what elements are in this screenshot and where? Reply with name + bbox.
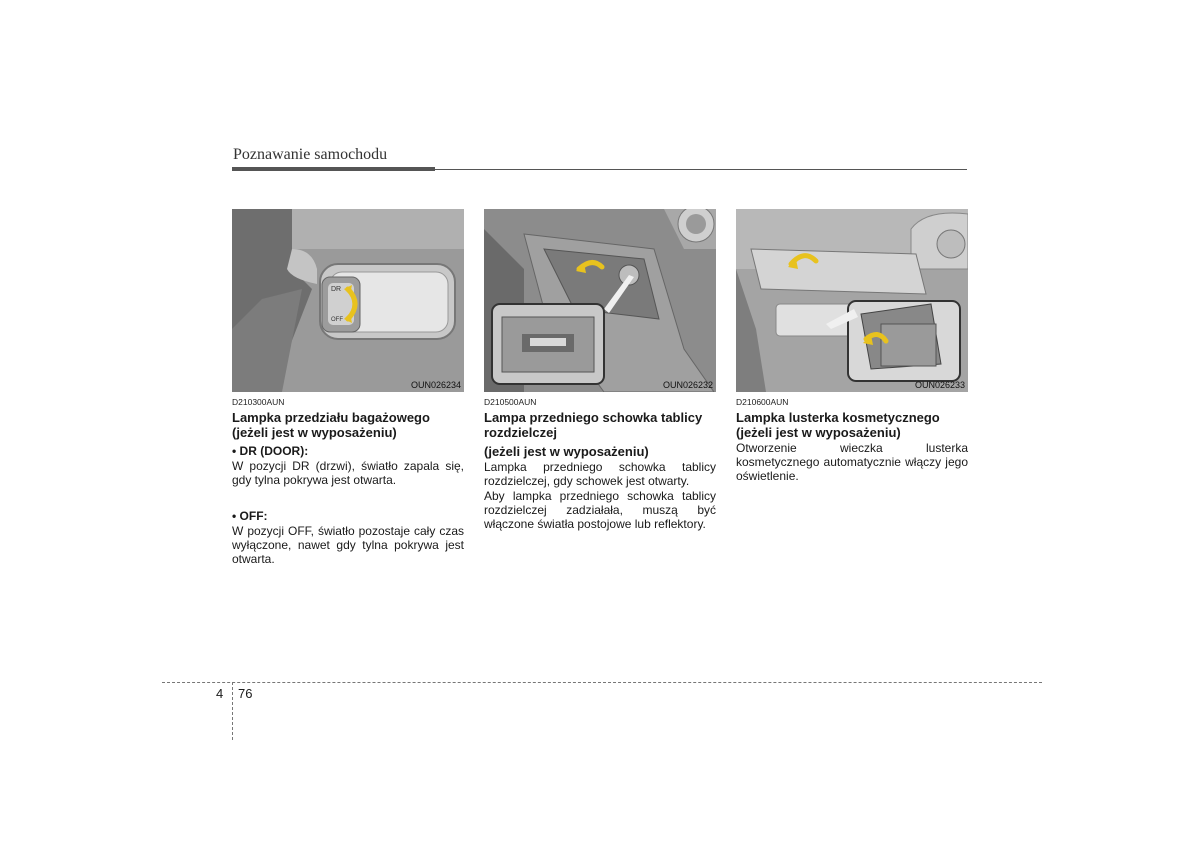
figure-vanity-mirror-lamp (736, 209, 968, 392)
bullet-label-off: • OFF: (232, 509, 268, 523)
figure-code: OUN026233 (914, 380, 965, 390)
section-subtitle: (jeżeli jest w wyposażeniu) (484, 444, 649, 459)
off-label: OFF (331, 317, 343, 323)
paragraph: Lampka przedniego schowka tablicy rozdzielczej, gdy schowek jest otwarty. (484, 460, 716, 488)
figure-code: OUN026232 (662, 380, 713, 390)
luggage-lamp-illustration (232, 209, 464, 392)
chapter-number: 4 (216, 686, 224, 701)
section-code: D210500AUN (484, 397, 537, 407)
figure-luggage-lamp (232, 209, 464, 392)
section-code: D210300AUN (232, 397, 285, 407)
figure-glovebox-lamp (484, 209, 716, 392)
section-title: Lampka przedziału bagażowego (jeżeli jest w wyposażeniu) (232, 410, 430, 440)
header-rule-thin (435, 169, 967, 170)
section-title: Lampka lusterka kosmetycznego (jeżeli jest w wyposażeniu) (736, 410, 940, 440)
bullet-label-dr: • DR (DOOR): (232, 444, 309, 458)
section-title: Lampa przedniego schowka tablicy rozdzielczej (484, 410, 703, 440)
bullet-text-dr: W pozycji DR (drzwi), światło zapala się, gdy tylna pokrywa jest otwarta. (232, 459, 464, 487)
paragraph: Otworzenie wieczka lusterka kosmetycznego automatycznie włączy jego oświetlenie. (736, 441, 968, 483)
section-glovebox-lamp (484, 209, 716, 531)
bullet-text-off: W pozycji OFF, światło pozostaje cały czas wyłączone, nawet gdy tylna pokrywa jest otwarta. (232, 524, 464, 566)
header-rule-thick (232, 167, 435, 171)
section-code: D210600AUN (736, 397, 789, 407)
section-vanity-mirror-lamp (736, 209, 968, 483)
glovebox-lamp-illustration (484, 209, 716, 392)
footer-rule (162, 682, 1042, 683)
page-number: 76 (238, 686, 253, 701)
page-header-title: Poznawanie samochodu (233, 146, 388, 163)
paragraph: Aby lampka przedniego schowka tablicy rozdzielczej zadziałała, muszą być włączone światła postojowe lub reflektory. (484, 489, 716, 531)
footer-vertical-rule (232, 682, 233, 740)
vanity-mirror-illustration (736, 209, 968, 392)
section-luggage-lamp (232, 209, 464, 566)
figure-code: OUN026234 (410, 380, 461, 390)
dr-label: DR (331, 286, 342, 293)
